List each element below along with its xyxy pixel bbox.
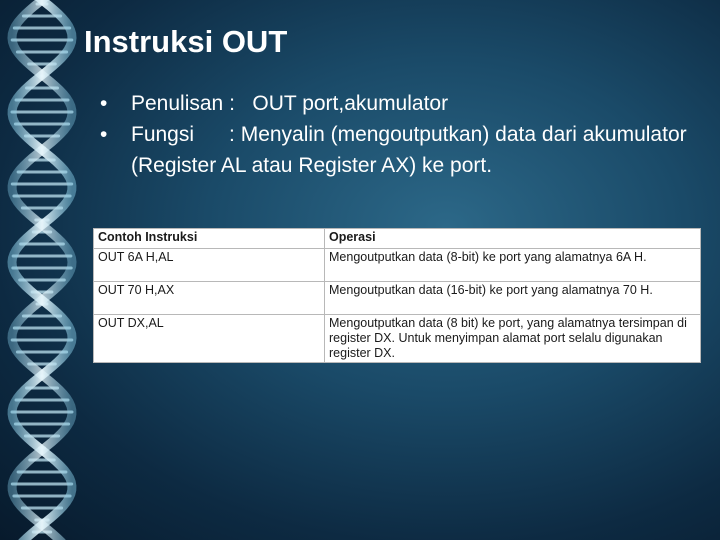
bullet-marker: • [100, 123, 108, 146]
cell-operation: Mengoutputkan data (16-bit) ke port yang alamatnya 70 H. [325, 282, 701, 315]
bullet-list [100, 88, 700, 181]
header-contoh-instruksi: Contoh Instruksi [94, 229, 325, 249]
bullet-marker: • [100, 92, 108, 115]
bullet-text-syntax: Penulisan : OUT port,akumulator [131, 92, 449, 115]
cell-instruction: OUT DX,AL [94, 315, 325, 363]
cell-operation: Mengoutputkan data (8 bit) ke port, yang alamatnya tersimpan di register DX. Untuk menyimpan alamat port selalu digunakan register DX. [325, 315, 701, 363]
table-row [94, 282, 701, 315]
table-header-row [94, 229, 701, 249]
bullet-item-function [100, 119, 700, 181]
table-row [94, 249, 701, 282]
cell-instruction: OUT 6A H,AL [94, 249, 325, 282]
instruction-table-image [93, 228, 701, 363]
instruction-table [93, 228, 701, 363]
cell-operation: Mengoutputkan data (8-bit) ke port yang alamatnya 6A H. [325, 249, 701, 282]
header-operasi: Operasi [325, 229, 701, 249]
bullet-item-syntax [100, 88, 700, 119]
slide-title: Instruksi OUT [84, 24, 288, 59]
cell-instruction: OUT 70 H,AX [94, 282, 325, 315]
bullet-text-function: Fungsi : Menyalin (mengoutputkan) data dari akumulator (Register AL atau Register AX) ke port. [131, 123, 693, 177]
table-row [94, 315, 701, 363]
